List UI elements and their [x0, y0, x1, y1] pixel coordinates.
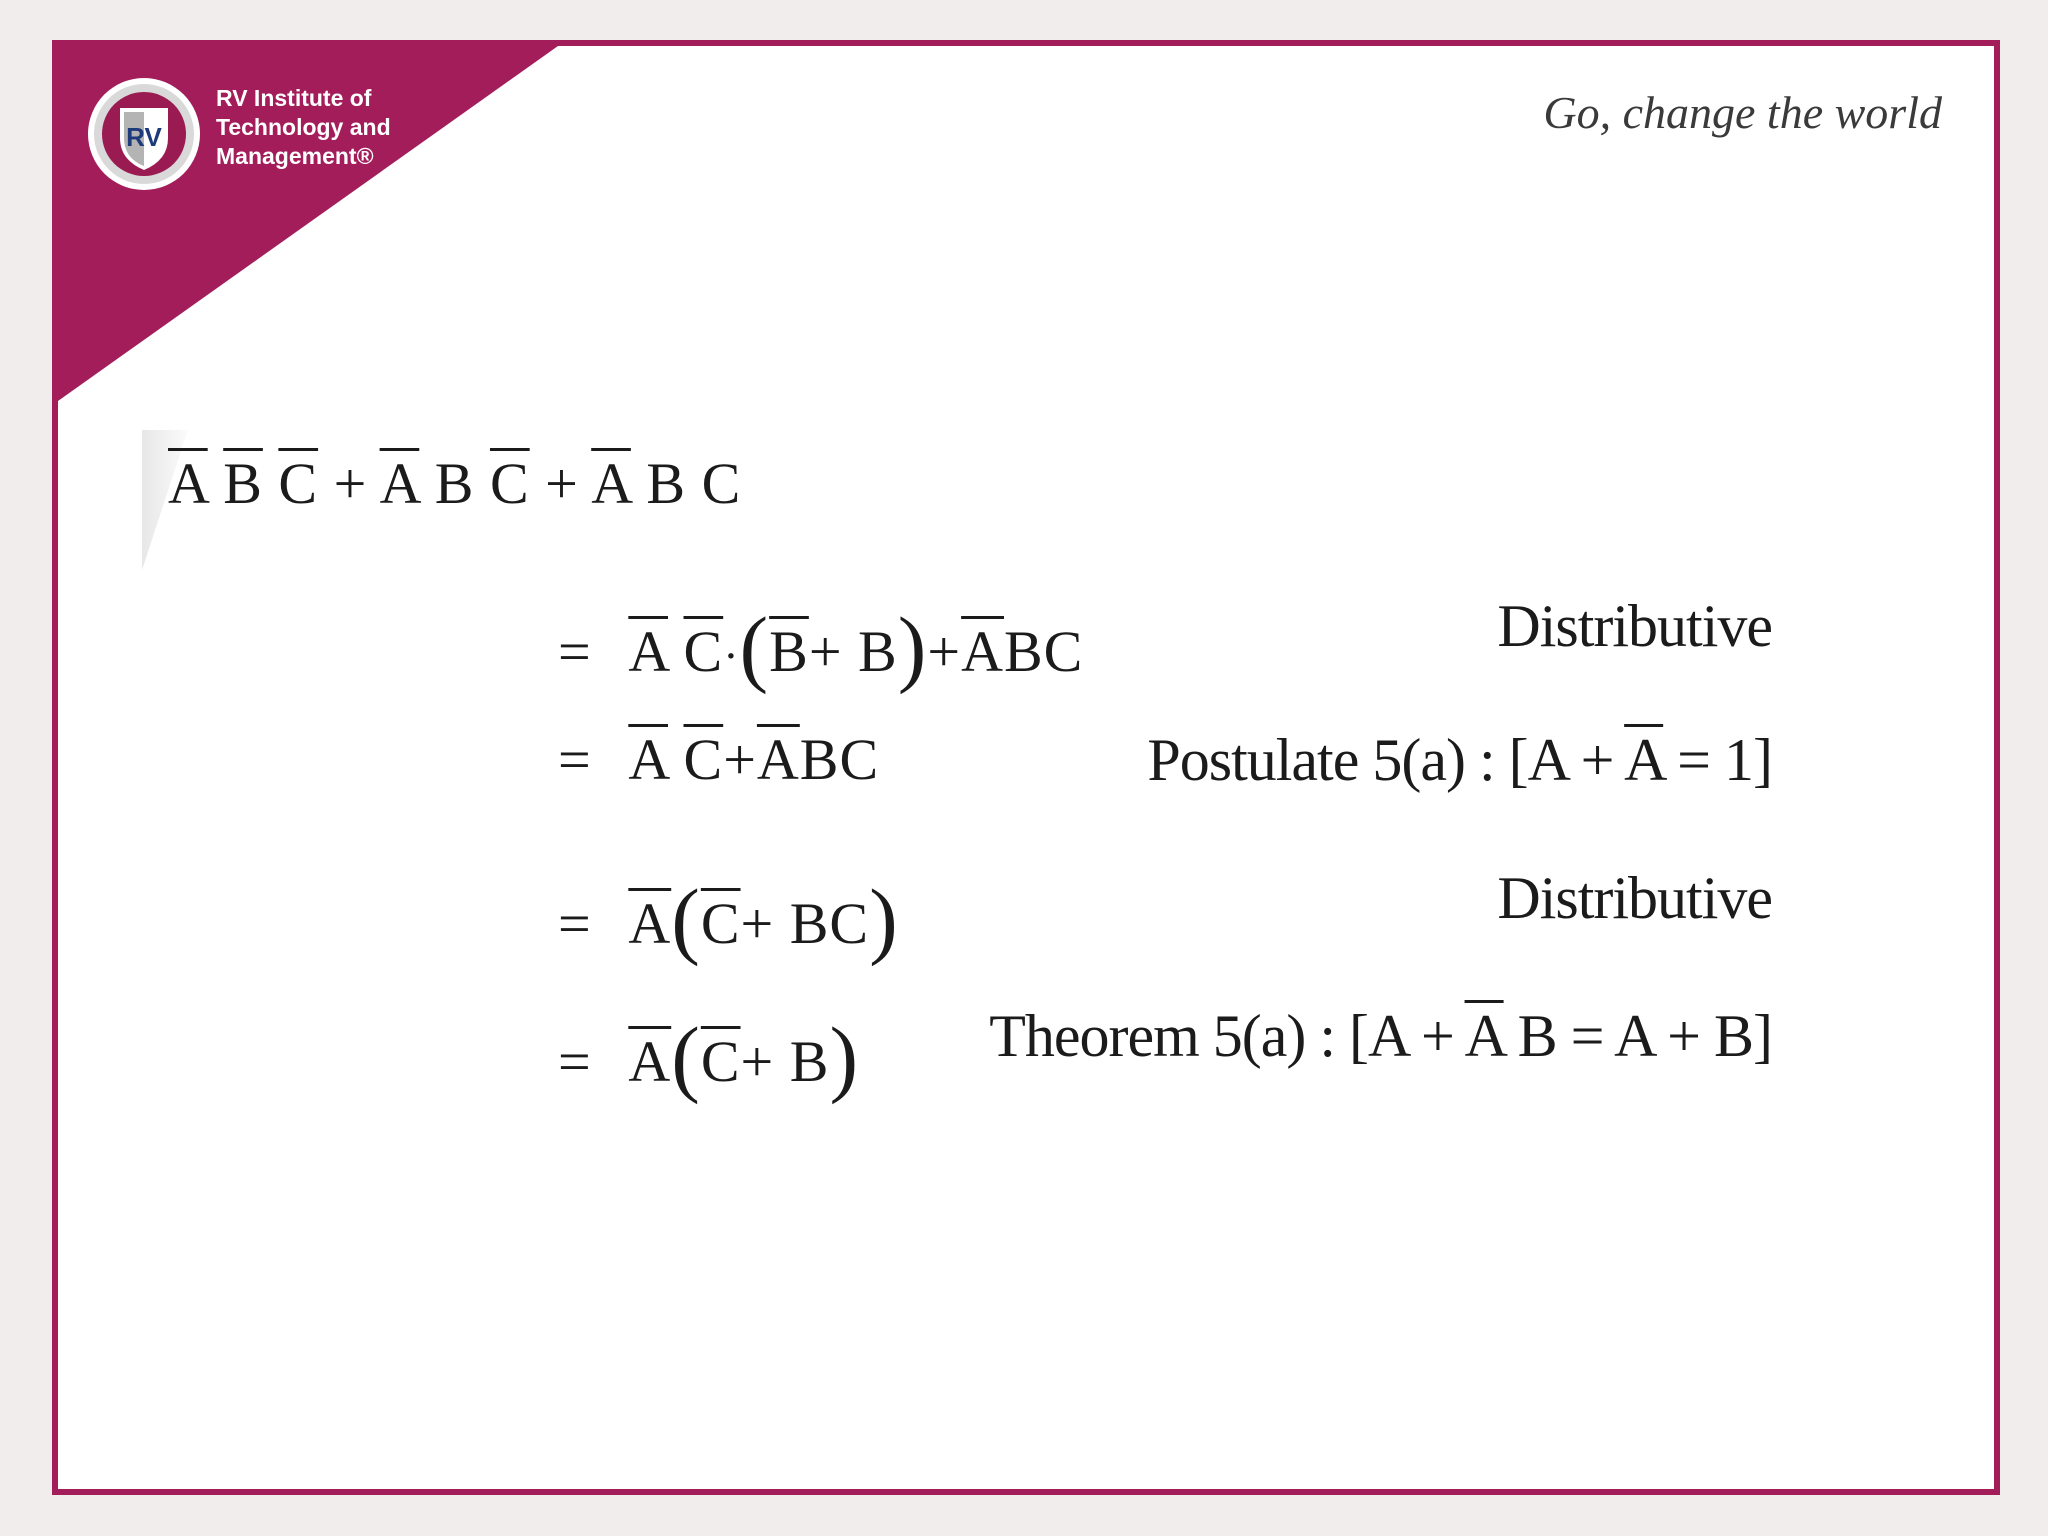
- step-4-expression: [558, 1002, 860, 1105]
- slide: [52, 40, 2000, 1495]
- dot-operator: ·: [723, 630, 740, 681]
- term-var: $\overline{A}$: [628, 619, 668, 684]
- reason-text: Theorem 5(a) : [A +: [989, 1003, 1465, 1069]
- term-var: $\overline{C}$: [700, 1029, 741, 1094]
- term-var: B: [646, 451, 687, 516]
- term-var: $\overline{B}$: [223, 451, 263, 516]
- step-2-reason: [1147, 726, 1772, 795]
- open-paren: (: [671, 1009, 701, 1105]
- step-1-reason: Distributive: [1497, 593, 1772, 659]
- close-paren: ): [869, 871, 899, 967]
- term-var: $\overline{A}$: [168, 451, 208, 516]
- term-var: $\overline{C}$: [683, 619, 724, 684]
- term-sum: + B: [808, 619, 898, 684]
- institute-logo-icon: [84, 74, 204, 194]
- reason-text: B = A + B]: [1503, 1003, 1772, 1069]
- term-var: $\overline{C}$: [278, 451, 319, 516]
- plus-operator: +: [545, 451, 579, 516]
- term-product: BC: [799, 727, 880, 792]
- term-var: $\overline{A}$: [628, 1029, 672, 1094]
- institute-name: [216, 84, 436, 171]
- logo-initials: RV: [126, 122, 162, 152]
- institute-name-line-2: Technology and: [216, 114, 391, 140]
- plus-operator: +: [333, 451, 368, 516]
- term-var: $\overline{A}$: [379, 451, 420, 516]
- term-var: $\overline{A}$: [628, 891, 672, 956]
- step-2-expression: [558, 726, 879, 793]
- institute-name-line-1: RV Institute of: [216, 85, 372, 111]
- term-product: BC: [1004, 619, 1084, 684]
- reason-overlined-var: $\overline{A}$: [1464, 1003, 1504, 1069]
- open-paren: (: [671, 871, 701, 967]
- term-var: $\overline{C}$: [489, 451, 530, 516]
- close-paren: ): [829, 1009, 860, 1105]
- institute-name-line-3: Management®: [216, 143, 374, 169]
- open-paren: (: [739, 599, 770, 695]
- reason-overlined-var: $\overline{A}$: [1624, 727, 1664, 793]
- start-expression: [168, 450, 741, 517]
- step-1-expression: [558, 592, 1084, 695]
- step-3-expression: [558, 864, 899, 967]
- reason-text: = 1]: [1663, 727, 1772, 793]
- term-var: C: [701, 451, 742, 516]
- plus-operator: +: [927, 619, 962, 684]
- equals-sign: =: [558, 891, 592, 956]
- term-var: $\overline{B}$: [769, 619, 809, 684]
- close-paren: ): [897, 599, 928, 695]
- term-var: $\overline{A}$: [756, 727, 800, 792]
- equals-sign: =: [558, 619, 592, 684]
- term-var: $\overline{A}$: [628, 727, 668, 792]
- term-var: B: [434, 451, 475, 516]
- tagline: Go, change the world: [1543, 87, 1942, 138]
- step-3-reason: Distributive: [1497, 865, 1772, 931]
- term-var: $\overline{C}$: [700, 891, 741, 956]
- term-sum: + B: [740, 1029, 830, 1094]
- term-sum: + BC: [740, 891, 870, 956]
- step-4-reason: [989, 1002, 1772, 1071]
- equals-sign: =: [558, 1029, 592, 1094]
- reason-text: Postulate 5(a) : [A +: [1147, 727, 1625, 793]
- term-var: $\overline{A}$: [961, 619, 1004, 684]
- term-var: $\overline{C}$: [683, 727, 724, 792]
- term-var: $\overline{A}$: [591, 451, 631, 516]
- plus-operator: +: [723, 727, 757, 792]
- equals-sign: =: [558, 727, 592, 792]
